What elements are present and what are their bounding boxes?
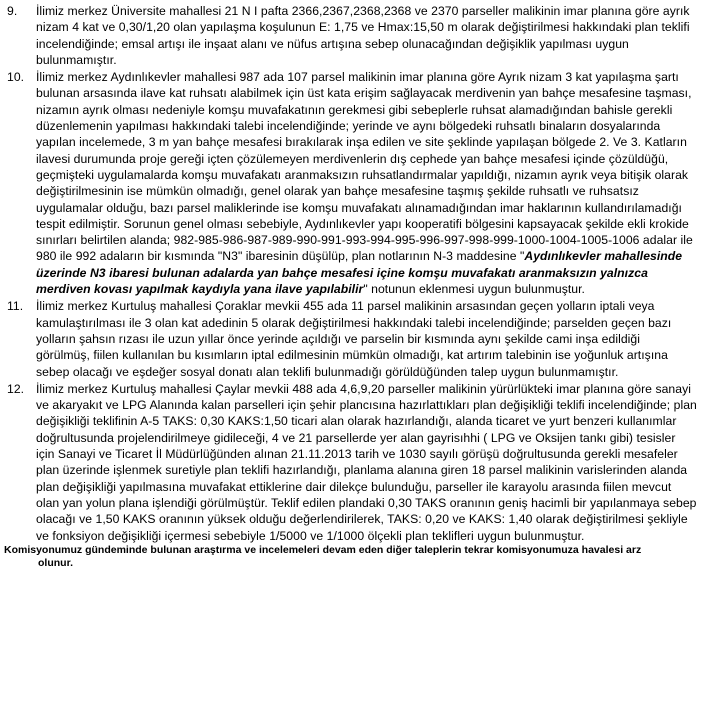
list-item-10 xyxy=(0,69,709,297)
list-item-11 xyxy=(0,298,709,379)
closing-note-line2: olunur. xyxy=(38,557,73,570)
item-text: İlimiz merkez Üniversite mahallesi 21 N I pafta 2366,2367,2368,2368 ve 2370 parseller malikinin imar planına göre ayrık nizam 4 kat ve 0,30/1,20 olan yapılaşma koşulunun E: 1,75 ve Hmax:15,50 m olarak değiştirilmesi hakkındaki plan teklifi incelendiğinde; emsal artışı ile inşaat alanı ve nüfus artışına sebep olunacağından değişiklik yapılması uygun bulunmamıştır. xyxy=(36,4,690,67)
item-number: 12. xyxy=(7,381,25,396)
list-item-12 xyxy=(0,381,709,544)
closing-note-line1: Komisyonumuz gündeminde bulunan araştırma ve incelemeleri devam eden diğer taleplerin tekrar komisyonumuza havalesi arz xyxy=(4,543,642,556)
item-emphasis-text: Aydınlıkevler mahallesinde üzerinde N3 ibaresi bulunan adalarda yan bahçe mesafesi içine komşu muvafakatı aranmaksızın yalnızca merdiven kovası yapılmak kaydıyla yana ilave yapılabilir xyxy=(36,249,683,297)
item-text: İlimiz merkez Aydınlıkevler mahallesi 987 ada 107 parsel malikinin imar planına göre Ayrık nizam 3 kat yapılaşma şartı bulunan arsasında ilave kat ruhsatı alabilmek için üst kata erişim sağlayacak merdivenin yan bahçe mesafesine taşması, nizamın ayrık olması nedeniyle komşu muvafakatının gerekmesi gibi sebeplerle ruhsat alamadığından bahisle gerekli düzenlemenin yapılması hakkındaki talebi incelendiğinde; yerinde ve aynı bölgedeki ruhsatlı binaların dosyalarında yapılan incelemede, 3 m yan bahçe mesafesi bırakılarak inşa edilen ve site şeklinde yapılaşan bölgede 2. Ve 3. Katların ilavesi durumunda proje gereği içten çözülemeyen merdivenlerin dış cephede yan bahçe mesafesi içinde çözüldüğü, geçmişteki uygulamalarda komşu muvafakatı aranmaksızın ruhsatlandırmalar yapıldığı, nizamın ayrık veya bitişik olarak değiştirilmesinin ise mümkün olmadığı, genel olarak yan bahçe mesafesine taşmış şekilde ruhsatlı ve ruhsatsız uygulamalar olduğu, bazı parsel maliklerinde ise komşu muvafakatı alınamadığından imar haklarının kullandırılamadığı tespit edilmiştir. Sorunun genel olması sebebiyle, Aydınlıkevler yapı kooperatifi bölgesini kapsayacak şekilde ekli krokide sınırları belirtilen alanda; 982-985-986-987-989-990-991-993-994-995-996-997-998-999-1000-1004-1005-1006 adalar ile 980 ile 992 adaların bir kısmında "N3" ibaresinin düşülüp, plan notlarının N-3 maddesine " xyxy=(36,70,693,264)
item-number: 11. xyxy=(7,299,24,314)
item-number: 9. xyxy=(7,4,18,18)
item-tail-text: " notunun eklenmesi uygun bulunmuştur. xyxy=(363,282,585,297)
list-item-9 xyxy=(0,3,709,68)
item-text: İlimiz merkez Kurtuluş mahallesi Çaylar mevkii 488 ada 4,6,9,20 parseller malikinin yürürlükteki imar planına göre sanayi ve akaryakıt ve LPG Alanında kalan parselleri için şehir plancısına hazırlattıkları plan değişikliği teklifi incelendiğinde; plan değişikliği teklifinin A-5 TAKS: 0,30 KAKS:1,50 ticari alan olarak hazırlandığı, alanda ticaret ve yurt benzeri kullanımlar doğrultusunda projelendirilmeye gidileceği, 4 ve 21 parsellerde yer alan gayrisıhhi ( LPG ve Oksijen tankı gibi) tesisler için Sanayi ve Ticaret İl Müdürlüğünden alınan 21.11.2013 tarih ve 1030 sayılı görüşü doğrultusunda gerekli mesafeler plan üzerinde işlenmek suretiyle plan teklifi hazırlandığı, planlama alanına giren 18 parsel malikinin varislerinden alanda plan değişikliği yapılmasına muvafakat ettiklerine dair dilekçe bulunduğu, parseller ile karayolu arasında fiilen mevcut olan yan yolun plana işlendiği görülmüştür. Teklif edilen plandaki 0,30 TAKS oranının geniş hacimli bir yapılanmaya sebep olacağı ve 1,50 KAKS oranının yüksek olduğu değerlendirilerek, TAKS: 0,20 ve KAKS: 1,40 olarak değiştirilmesi şekliyle ve fonksiyon değişikliği içermesi sebebiyle 1/5000 ve 1/1000 ölçekli plan teklifleri uygun bulunmuştur. xyxy=(36,381,697,543)
item-text: İlimiz merkez Kurtuluş mahallesi Çoraklar mevkii 455 ada 11 parsel malikinin arsasından geçen yolların iptali veya kamulaştırılması ile 3 olan kat adedinin 5 olarak değiştirilmesi hakkındaki talebi incelendiğinde; parselden geçen bazı yolların şahsın rızası ile uzun yıllar önce yerinde açıldığı ve parselin bir kısmında aynı şekilde cami inşa edildiği görülmüş, fiilen kullanılan bu kısımların iptal edilmesinin mümkün olmadığı, kat artırım talebinin ise yoğunluk artışına sebep olacağı ve eşdeğer sosyal donatı alan teklifi bulunmadığı görüldüğünden talep uygun bulunmamıştır. xyxy=(36,299,672,379)
closing-note xyxy=(0,544,709,571)
item-number: 10. xyxy=(7,70,25,85)
